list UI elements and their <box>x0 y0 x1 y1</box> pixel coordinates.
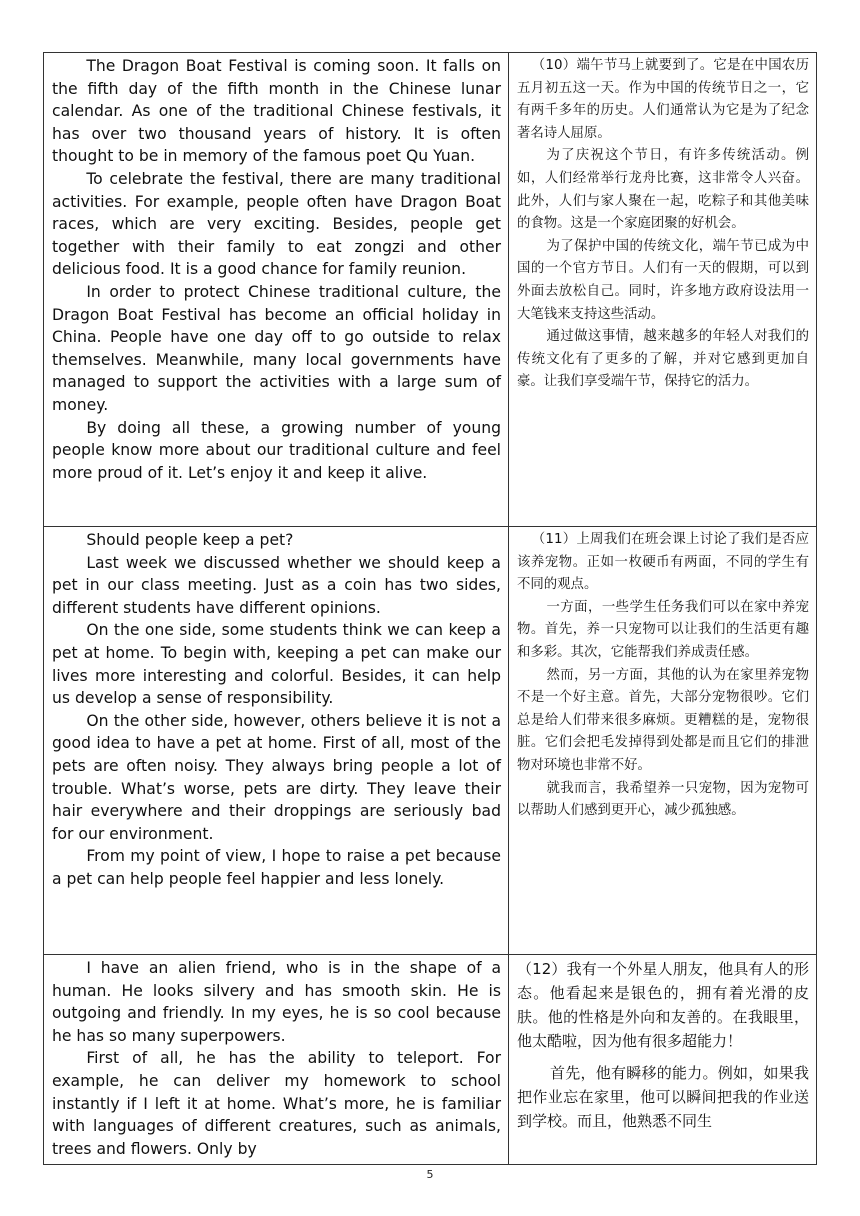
translation-table <box>43 52 817 1165</box>
english-passage <box>44 955 509 1165</box>
paragraph: In order to protect Chinese traditional culture, the Dragon Boat Festival has become an official holiday in China. People have one day off to go outside to relax themselves. Meanwhile, many local governments have managed to support the activities with a large sum of money. <box>52 282 501 414</box>
page-number: 5 <box>426 1168 434 1181</box>
paragraph: （10）端午节马上就要到了。它是在中国农历五月初五这一天。作为中国的传统节日之一，它有两千多年的历史。人们通常认为它是为了纪念著名诗人屈原。 <box>517 58 809 141</box>
paragraph: 一方面，一些学生任务我们可以在家中养宠物。首先，养一只宠物可以让我们的生活更有趣和多彩。其次，它能帮我们养成责任感。 <box>517 599 809 660</box>
paragraph: The Dragon Boat Festival is coming soon. It falls on the fifth day of the fifth month in the Chinese lunar calendar. As one of the traditional Chinese festivals, it has over two thousand years of history. It is often thought to be in memory of the famous poet Qu Yuan. <box>52 57 501 166</box>
paragraph: （11）上周我们在班会课上讨论了我们是否应该养宠物。正如一枚硬币有两面，不同的学生有不同的观点。 <box>517 532 809 593</box>
paragraph: （12）我有一个外星人朋友，他具有人的形态。他看起来是银色的，拥有着光滑的皮肤。他的性格是外向和友善的。在我眼里，他太酷啦，因为他有很多超能力！ <box>517 960 809 1050</box>
paragraph: Last week we discussed whether we should keep a pet in our class meeting. Just as a coin has two sides, different students have different opinions. <box>52 553 501 617</box>
paragraph: 为了庆祝这个节日，有许多传统活动。例如，人们经常举行龙舟比赛，这非常令人兴奋。此外，人们与家人聚在一起，吃粽子和其他美味的食物。这是一个家庭团聚的好机会。 <box>517 148 809 232</box>
paragraph: Should people keep a pet? <box>86 531 294 549</box>
english-passage <box>44 527 509 955</box>
english-passage <box>44 53 509 527</box>
paragraph: I have an alien friend, who is in the shape of a human. He looks silvery and has smooth skin. He is outgoing and friendly. In my eyes, he is so cool because he has so many superpowers. <box>52 959 501 1045</box>
paragraph: First of all, he has the ability to teleport. For example, he can deliver my homework to school instantly if I left it at home. What’s more, he is familiar with languages of different creatures, such as animals, trees and flowers. Only by <box>52 1049 501 1158</box>
table-row <box>44 53 817 527</box>
paragraph: 为了保护中国的传统文化，端午节已成为中国的一个官方节日。人们有一天的假期，可以到外面去放松自己。同时，许多地方政府设法用一大笔钱来支持这些活动。 <box>517 238 809 322</box>
paragraph: By doing all these, a growing number of young people know more about our traditional culture and feel more proud of it. Let’s enjoy it and keep it alive. <box>52 418 501 482</box>
paragraph: 首先，他有瞬移的能力。例如，如果我把作业忘在家里，他可以瞬间把我的作业送到学校。而且，他熟悉不同生 <box>517 1064 809 1130</box>
chinese-translation <box>509 955 817 1165</box>
chinese-translation <box>509 53 817 527</box>
paragraph: 就我而言，我希望养一只宠物，因为宠物可以帮助人们感到更开心，减少孤独感。 <box>517 780 809 819</box>
table-row <box>44 955 817 1165</box>
table-row <box>44 527 817 955</box>
paragraph: From my point of view, I hope to raise a pet because a pet can help people feel happier and less lonely. <box>52 847 501 888</box>
paragraph: 然而，另一方面，其他的认为在家里养宠物不是一个好主意。首先，大部分宠物很吵。它们总是给人们带来很多麻烦。更糟糕的是，宠物很脏。它们会把毛发掉得到处都是而且它们的排泄物对环境也非常不好。 <box>517 667 809 773</box>
chinese-translation <box>509 527 817 955</box>
paragraph: On the one side, some students think we can keep a pet at home. To begin with, keeping a pet can make our lives more interesting and colorful. Besides, it can help us develop a sense of responsibility. <box>52 621 501 708</box>
paragraph: To celebrate the festival, there are many traditional activities. For example, people often have Dragon Boat races, which are very exciting. Besides, people get together with their family to eat zongzi and other delicious food. It is a good chance for family reunion. <box>52 169 501 279</box>
paragraph: On the other side, however, others believe it is not a good idea to have a pet at home. First of all, most of the pets are often noisy. They always bring people a lot of trouble. What’s worse, pets are dirty. They leave their hair everywhere and their droppings are seriously bad for our environment. <box>52 711 501 843</box>
paragraph: 通过做这事情，越来越多的年轻人对我们的传统文化有了更多的了解，并对它感到更加自豪。让我们享受端午节，保持它的活力。 <box>517 329 809 390</box>
